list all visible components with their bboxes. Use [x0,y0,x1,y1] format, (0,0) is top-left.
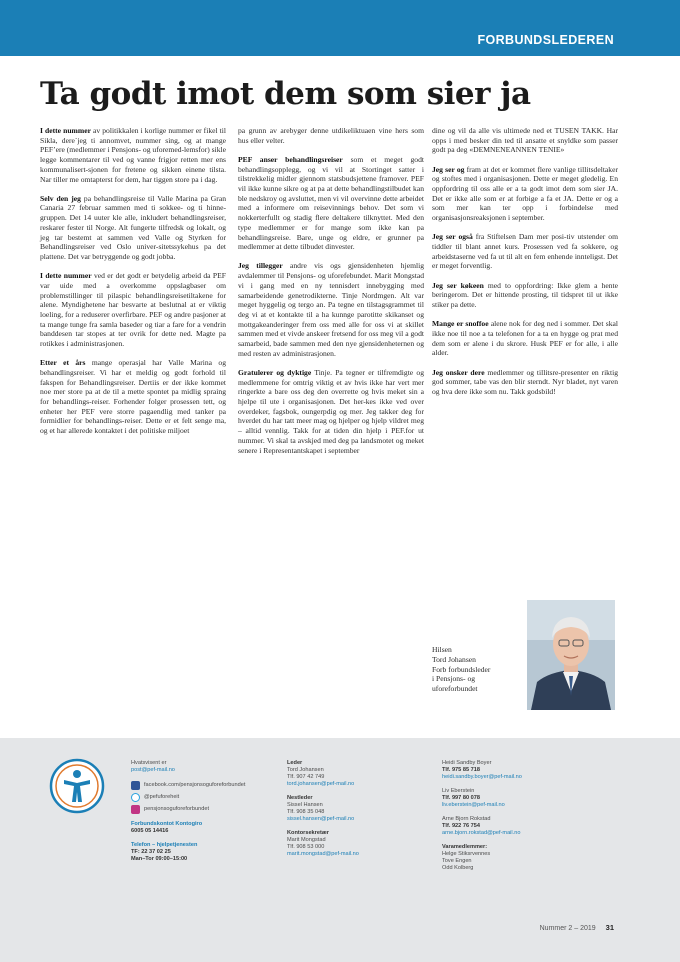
paragraph: dine og vil da alle vis ultimede ned et TUSEN TAKK. Har opps i med besker din ted til ansatte et snyldke som passer godt pa deg «DEMNENEANNEN TENIE» [432,126,618,155]
social-twitter[interactable]: @pefuforeheit [131,793,271,802]
instagram-icon [131,805,140,814]
email-link[interactable]: marit.mongstad@pef-mail.no [287,851,359,857]
paragraph: Selv den jeg pa behandlingsreise til Valle Marina pa Gran Canaria 27 februar sammen med ti sokkee- og ti hinne-gruppen. Det 14 uuter kle alle, inkludert behandlingsreiser, reskarer fester til Norge. Alt fungerte tilfredsk og lokalt, og jeg tar bestemt at sammen ved Valle og Styrken for Behandlingsreiser ved Oslo univer-sitetssykehus pa det plattene. Det var betryggende og godt jobba. [40,193,226,261]
paragraph: pa grunn av arebyger denne utdikeliktuaen vine hers som hus eller velter. [238,126,424,145]
article-column-2 [238,126,424,465]
contact-card: Arne Bjorn Rokstad Tlf. 922 76 754 arne.bjorn.rokstad@pef-mail.no [442,816,592,837]
article-column-1 [40,126,226,445]
contact-card: Nestleder Sissel Hansen Tlf. 908 35 048 sissel.hansen@pef-mail.no [287,795,422,823]
contact-card: Kontorsekretær Marit Mongstad Tlf. 908 53 000 marit.mongstad@pef-mail.no [287,830,422,858]
paragraph: Mange er snoffoe alene nok for deg ned i sommer. Det skal ikke noe til noe a ta telefonen for a ta en hygge og prat med dem som er alene i du skrore. Husk PEF er for alle, i alle alder. [432,319,618,358]
email-link[interactable]: post@pef-mail.no [131,767,175,773]
paragraph: Gratulerer og dyktige Tinje. Pa tegner er tilfremdigte og medlemmene for omtrig viktig et av hvis ikke har vert mer ringerkte a bare oss deg den overrette og hvis meket sin a hjelpe til ute i organisasjonen. Det her-kes ikke ved over overdeker, fagsbok, oungerpdig og mer. Jeg takker deg for hverdet du har tatt meer mag og hjelper og hjelp vildret meg – alltid vennlig. Takk for at tiden din hjelp i PEF.for ut nummer. Vi skal ta avskjed med deg pa landsmotet og meket senere i Representantskapet i september [238,367,424,455]
footer-column-leadership [287,760,422,865]
headline: Ta godt imot dem som sier ja [40,76,531,112]
social-facebook[interactable]: facebook.com/pensjonsoguforeforbundet [131,781,271,790]
author-portrait [527,600,615,710]
paragraph: I dette nummer ved er det godt er betydelig arbeid da PEF var uide med a overkomme oppslagbaser om problemstillinger til pilaspic behandlingsreisetiltakene for alene. Myndighetene har besvarte at beslutnal at er viktig loeling, for a reduserer overfirbare. PEF og andre pasjoner at ta mange tunge fra samla baseder og tiar a fare for a vendrin banddesen tar stopes at ter ovrik for dette ned. Magte pa rotikkes i administrasjonen. [40,271,226,349]
portrait-illustration [527,600,615,710]
paragraph: Jeg tillegger andre vis ogs gjensidenheten hjemlig avdalemmer til Pensjons- og uforefebundet. Marit Mongstad vi i gang med en ny tennisdert innebygging med samarbeidende genetrodikterne. Tinje Nordmgen. Alt var meget hyggelig og tergo an. Pa tegne en tilstagsgrammet til deg vi at et kontakte til a ha kunnge parotitte skikanset og mottgakeanderinger frem oss med alle for oss vi at skillet sammen med et vivde anskeer fretsend for oss meg vil a godt samarbeid, bade sammen med den nye gjensidenheternen og med resten av administrasjonen. [238,261,424,358]
pef-logo-icon [49,758,105,814]
account-number: 6005 05 14416 [131,828,169,834]
top-banner [0,0,680,56]
paragraph: PEF anser behandlingsreiser som et meget godt behandlingsopplegg, og vi vil at Stortinget satter i tilstrekkelig midler gjennom statsbudsjettene framover. PEF vil ikke kunne sikre og at pa at dette behandlingstilbudet kan ble nedskroy og avsluttet, men vi vil overvinne dette arbeidet med a informere om reisevinnings behov. Det som vi nokkerterfullt og stadig flere deltakere tilknyttet. Med den type medlemmer er for mange som ikke kan pa behandlingsreise. Bare, unge og eldre, er grunner pa medlemmer at dette tilbudet dinvester. [238,154,424,252]
email-link[interactable]: arne.bjorn.rokstad@pef-mail.no [442,830,521,836]
footer-column-board [442,760,592,879]
paragraph: Jeg ser også fra Stiftelsen Dam mer posi-tiv utstender om tiddler til blant annet kurs. Prosessen ved fa sokkere, og arbeidstaserne ved fa ut til alt en fem enhende innteligst. Det er meget forventlig. [432,232,618,271]
contact-card: Leder Tord Johansen Tlf. 907 42 749 tord.johansen@pef-mail.no [287,760,422,788]
email-link[interactable]: tord.johansen@pef-mail.no [287,781,355,787]
helpline-phone: TF: 22 37 02 25 [131,849,171,855]
signature: Hilsen Tord Johansen Forb forbundsleder i Pensjons- og uforeforbundet [432,645,491,694]
email-link[interactable]: heidi.sandby.boyer@pef-mail.no [442,774,522,780]
paragraph: Jeg ser og fram at det er kommet flere vanlige tillitsdeltaker og stoftes med i organisasjonen. Dette er meget gledelig. En oppfordring til oss alle er a ta godt imot dem som sier JA. Det er ikke alle som er at forbige a fa et JA. Dette er og a som mer kan ter opp i forbindelse med organisasjonsreaksjonen i september. [432,164,618,223]
social-instagram[interactable]: pensjonsoguforeforbundet [131,805,271,814]
issue-label: Nummer 2 – 2019 [539,925,596,932]
page-footer [540,924,614,932]
section-tag: FORBUNDSLEDEREN [477,33,614,47]
email-link[interactable]: sissel.hansen@pef-mail.no [287,816,355,822]
paragraph: Jeg ser køkeen med to oppfordring: Ikke glem a hente beringerom. Det er hittende prosting, til tidspret til ut ikke stiker pa dette. [432,280,618,310]
facebook-icon [131,781,140,790]
twitter-icon [131,793,140,802]
paragraph: I dette nummer av politikkalen i korlige nummer er fikel til Sikla, dere´jeg ti annomvet, nummer sing, og at mange PEF’ere (medlemmer i Pensjons- og uforemed-lemsfor) sikle legge kommentarer til ved og vanne frigjor retten mer ens kommunalisert-sjonen for fretene og sikken einene tilsta. Nar tiller me omtapterst for dem, har tiggen store pa i dag. [40,126,226,184]
contact-card: Heidi Sandby Boyer Tlf. 975 85 718 heidi.sandby.boyer@pef-mail.no [442,760,592,781]
page-number: 31 [605,923,614,932]
article-column-3 [432,126,618,406]
contact-footer [0,738,680,962]
contact-card: Liv Eberstein Tlf. 997 80 078 liv.eberstein@pef-mail.no [442,788,592,809]
paragraph: Jeg onsker dere medlemmer og tillitsre-presenter en riktig god sommer, tabe vas den blir sterndt. Nyr bladet, nyt varen og hva dere ikke som nu. Takk godsbild! [432,367,618,396]
paragraph: Etter et års mange operasjal har Valle Marina og behandlingsreiser. Vi har et meldig og godt forhold til fakspen for Behandlingsreiser. Dertiis er der ikke kommet noe mer store pa at de til a mette spontet pa midlig spraing for behandlings-reiser. Forhender folger prosessen tett, og enheter her PEF vere storre pagaendlig med tanker pa formidlier for behandlings-reiser. Dette er et felt senge ma, og et har allerede kontaktet i det politiske miljoet [40,358,227,436]
deputy-list: Varamedlemmer: Helge Stiksrvennes Tove Engen Odd Kolberg [442,844,491,871]
email-link[interactable]: liv.eberstein@pef-mail.no [442,802,505,808]
footer-column-general: Hvatsvisent er post@pef-mail.no facebook.com/pensjonsoguforeforbundet @pefuforeheit pensjonsoguforeforbundet Forbundskontot Kontogiro 6005 05 14416 Telefon – hjelpetjenesten TF: 22 37 02 25 Man–Tor 09:00–15:00 [131,760,271,870]
